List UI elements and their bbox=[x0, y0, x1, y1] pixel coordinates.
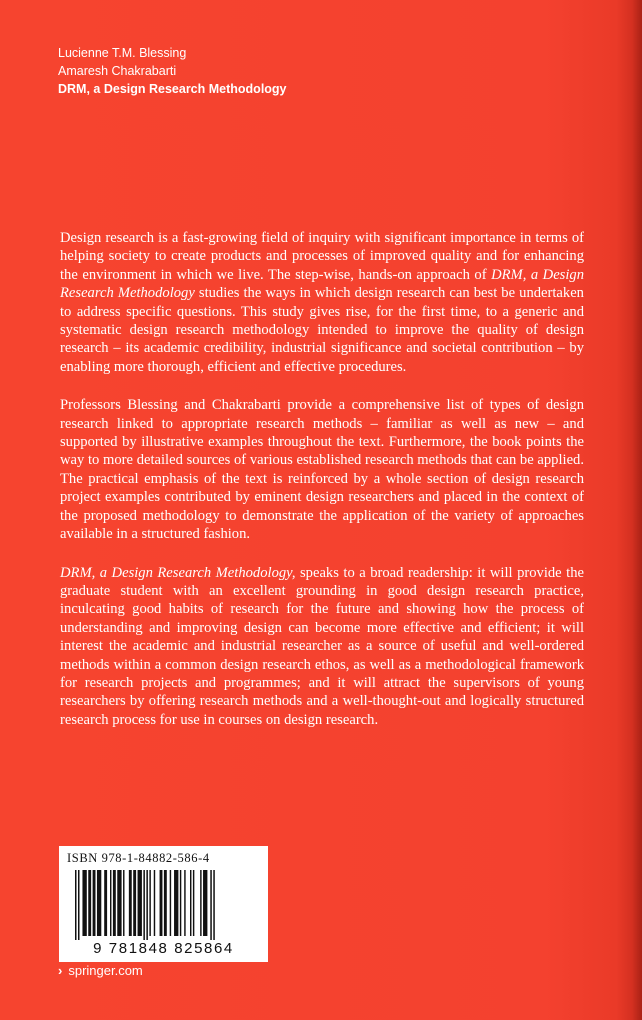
barcode-bar bbox=[200, 870, 201, 936]
barcode-bar bbox=[174, 870, 178, 936]
barcode-bar bbox=[160, 870, 163, 936]
isbn-barcode bbox=[59, 846, 268, 962]
publisher-link[interactable] bbox=[58, 963, 143, 978]
barcode-bar bbox=[190, 870, 191, 936]
barcode-bar bbox=[170, 870, 171, 936]
spine-edge bbox=[632, 0, 642, 1020]
barcode-bar bbox=[75, 870, 77, 940]
barcode-bar bbox=[133, 870, 136, 936]
author-name-1: Lucienne T.M. Blessing bbox=[58, 46, 187, 60]
barcode-bar bbox=[146, 870, 148, 940]
barcode-bar bbox=[82, 870, 86, 936]
blurb-p1-text-a: Design research is a fast-growing field of inquiry with significant importance in terms of helping society to create products and processes of improved quality and for enhancing the environment in which we live. The step-wise, hands-on approach of bbox=[60, 230, 584, 283]
barcode-bar bbox=[93, 870, 96, 936]
barcode-bar bbox=[149, 870, 150, 936]
barcode-bar bbox=[143, 870, 145, 940]
barcode-bar bbox=[193, 870, 194, 936]
barcode-bar bbox=[110, 870, 111, 936]
blurb-p1-title-italic: DRM, a Design Research Methodology bbox=[60, 266, 584, 302]
barcode-bar bbox=[210, 870, 212, 940]
barcode-bar bbox=[138, 870, 142, 936]
isbn-label: ISBN 978-1-84882-586-4 bbox=[67, 851, 210, 865]
barcode-bar bbox=[97, 870, 101, 936]
publisher-url: springer.com bbox=[68, 963, 143, 978]
barcode-bar bbox=[164, 870, 167, 936]
barcode-bar bbox=[88, 870, 91, 936]
blurb-paragraph-2: Professors Blessing and Chakrabarti provide a comprehensive list of types of design research linked to appropriate research methods – familiar as well as new – and supported by illustrative examples throughout the text. Furthermore, the book points the way to more detailed sources of various established research methods that can be applied. The practical emphasis of the text is reinforced by a whole section of design research project examples contributed by eminent design researchers and placed in the context of the proposed methodology to demonstrate the application of the variety of approaches available in a structured fashion. bbox=[60, 397, 584, 543]
barcode-bar bbox=[129, 870, 132, 936]
barcode-bar bbox=[213, 870, 215, 940]
barcode-bar bbox=[123, 870, 124, 936]
barcode-bar bbox=[104, 870, 107, 936]
barcode-digits: 9 781848 825864 bbox=[93, 940, 234, 957]
barcode-bars bbox=[71, 870, 256, 940]
blurb-p3-title-italic: DRM, a Design Research Methodology, bbox=[60, 564, 296, 581]
author-block bbox=[58, 44, 287, 98]
author-name-2: Amaresh Chakrabarti bbox=[58, 64, 177, 78]
blurb-paragraph-3 bbox=[60, 564, 584, 730]
barcode-bar bbox=[117, 870, 121, 936]
barcode-bar bbox=[203, 870, 207, 936]
barcode-bar bbox=[180, 870, 181, 936]
blurb-p1-text-b: studies the ways in which design research can best be undertaken to address specific questions. This study gives rise, for the first time, to a generic and systematic design research methodology intended to improve the quality of design research – its academic credibility, industrial significance and societal contribution – by enabling more thorough, efficient and effective procedures. bbox=[60, 285, 584, 375]
barcode-bar bbox=[113, 870, 116, 936]
chevron-right-icon: › bbox=[58, 963, 63, 978]
barcode-bar bbox=[78, 870, 80, 940]
book-title: DRM, a Design Research Methodology bbox=[58, 82, 287, 96]
blurb-p3-text: speaks to a broad readership: it will provide the graduate student with an excellent grounding in good design research practice, inculcating good habits of research for the future and showing how the process of understanding and improving design can become more effective and efficient; it will interest the academic and industrial researcher as a source of useful and well-ordered methods within a common design research ethos, as well as a methodological framework for research projects and programmes; and it will attract the supervisors of young researchers by offering research methods and a well-thought-out and logically structured research process for use in courses on design research. bbox=[60, 564, 584, 728]
blurb bbox=[60, 229, 584, 749]
barcode-bar bbox=[184, 870, 185, 936]
barcode-bar bbox=[154, 870, 155, 936]
blurb-paragraph-1 bbox=[60, 229, 584, 376]
